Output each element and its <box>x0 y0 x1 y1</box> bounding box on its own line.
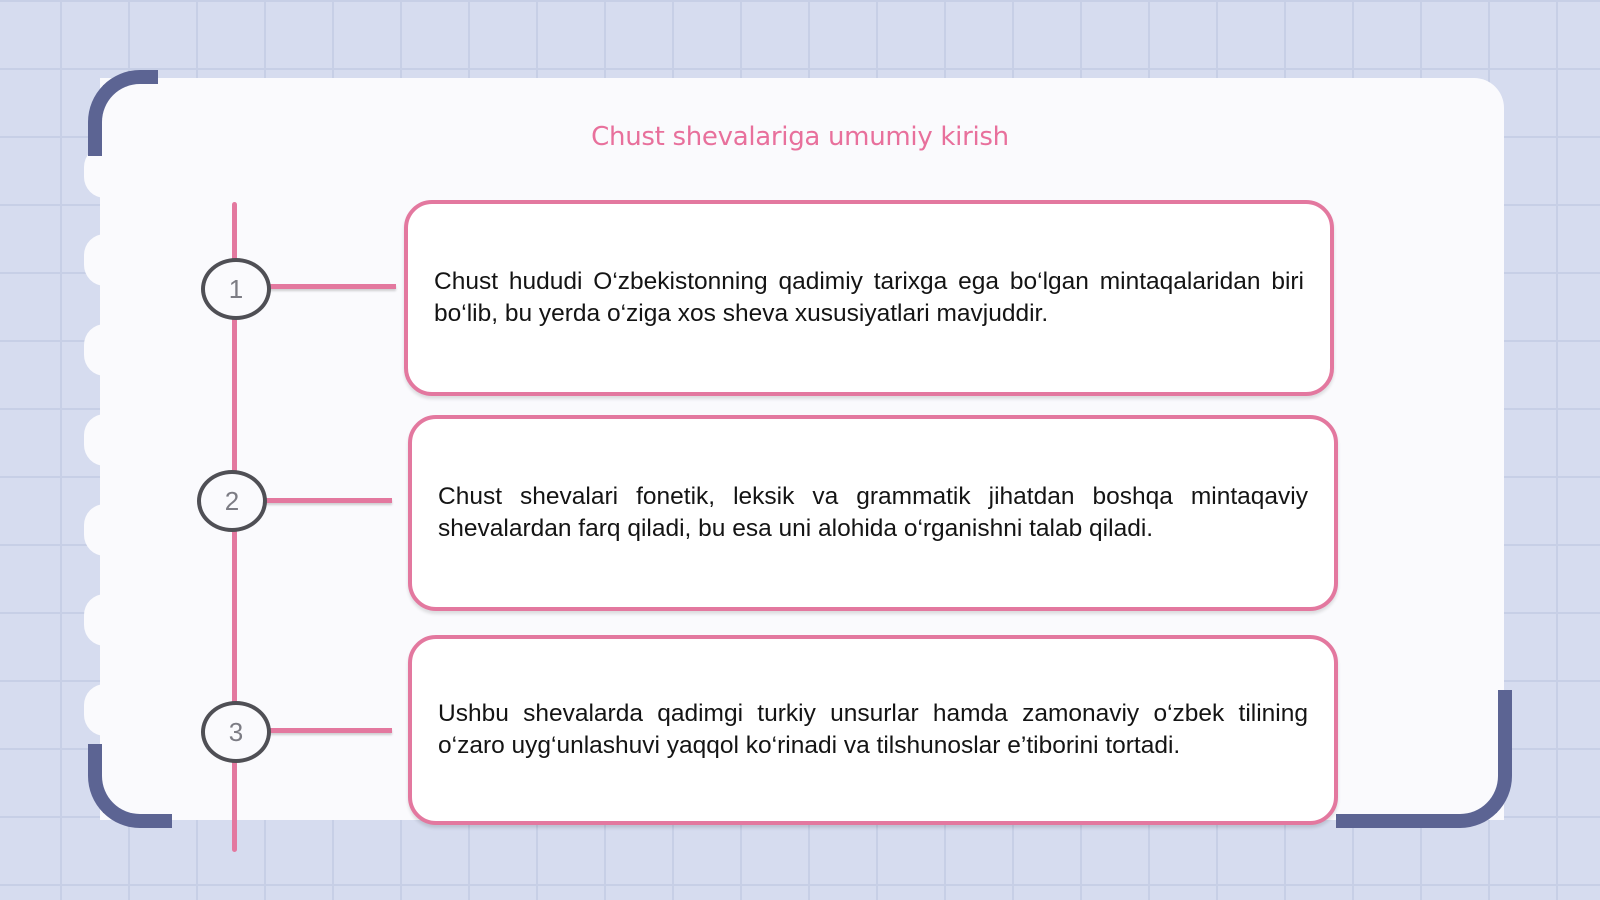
card-edge-scallop <box>84 414 126 466</box>
timeline-connector <box>266 728 392 733</box>
corner-bracket-bottom-right <box>1336 690 1512 828</box>
card-edge-scallop <box>84 684 126 736</box>
card-edge-scallop <box>84 234 126 286</box>
timeline-card <box>408 415 1338 611</box>
step-number-badge: 1 <box>201 258 271 320</box>
card-edge-scallop <box>84 324 126 376</box>
timeline-connector <box>266 284 396 289</box>
timeline-card-text: Chust shevalari fonetik, leksik va grammatik jihatdan boshqa mintaqaviy shevalardan farq qiladi, bu esa uni alohida o‘rganishni talab qiladi. <box>438 483 1308 542</box>
card-edge-scallop <box>84 504 126 556</box>
step-number-badge: 2 <box>197 470 267 532</box>
card-edge-scallop <box>84 594 126 646</box>
slide-title: Chust shevalariga umumiy kirish <box>591 122 1009 152</box>
step-number-badge: 3 <box>201 701 271 763</box>
timeline-card <box>404 200 1334 396</box>
corner-bracket-top-left <box>88 70 158 156</box>
timeline-connector <box>262 498 392 503</box>
timeline-card <box>408 635 1338 825</box>
timeline-card-text: Ushbu shevalarda qadimgi turkiy unsurlar hamda zamonaviy o‘zbek tilining o‘zaro uyg‘unlashuvi yaqqol ko‘rinadi va tilshunoslar e’tiborini tortadi. <box>438 700 1308 759</box>
timeline-card-text: Chust hududi O‘zbekistonning qadimiy tarixga ega bo‘lgan mintaqalaridan biri bo‘lib, bu yerda o‘ziga xos sheva xususiyatlari mavjuddir. <box>434 268 1304 327</box>
